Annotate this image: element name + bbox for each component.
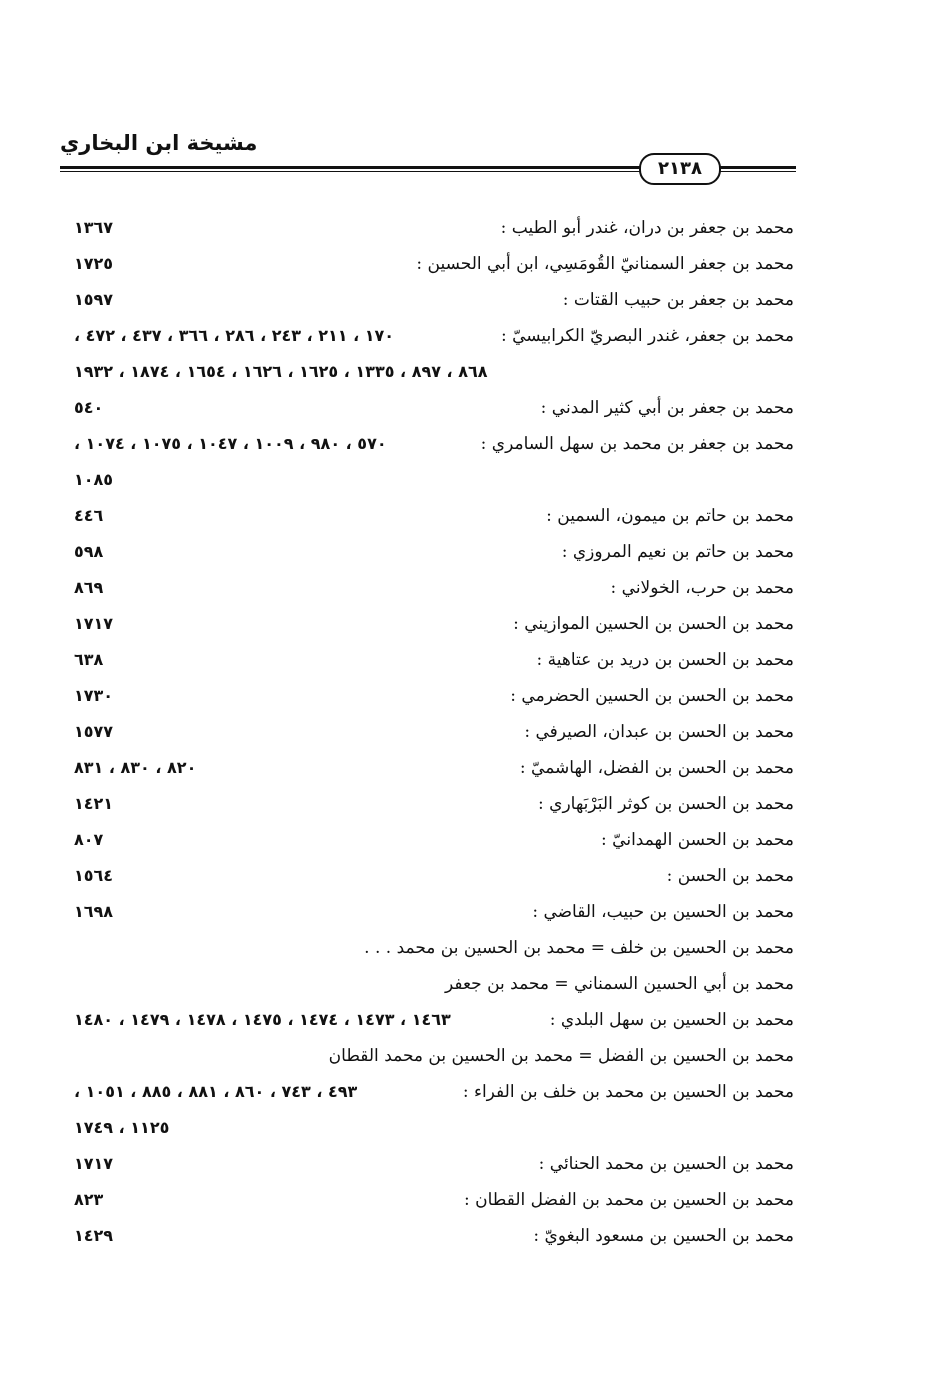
entry-refs: ١٧٣٠ xyxy=(74,686,114,705)
entry-name: محمد بن الحسين بن محمد بن الفضل القطان : xyxy=(464,1190,794,1210)
entry-name: محمد بن الحسين بن مسعود البغويّ : xyxy=(533,1226,794,1246)
entry-name: محمد بن الحسن بن كوثر البَرْبَهاري : xyxy=(538,794,794,814)
entry-refs: ٨٦٩ xyxy=(74,578,104,597)
entry-name: محمد بن جعفر بن دران، غندر أبو الطيب : xyxy=(500,218,794,238)
index-entry xyxy=(0,858,949,894)
entry-name: محمد بن جعفر بن حبيب القتات : xyxy=(562,290,794,310)
book-title: مشيخة ابن البخاري xyxy=(60,131,258,155)
entry-refs: ٥٧٠ ، ٩٨٠ ، ١٠٠٩ ، ١٠٤٧ ، ١٠٧٥ ، ١٠٧٤ ، xyxy=(74,434,387,453)
entry-name: محمد بن الحسين بن خلف = محمد بن الحسين بن محمد . . . xyxy=(364,938,794,958)
entry-name: محمد بن الحسن بن دريد بن عتاهية : xyxy=(536,650,794,670)
index-cross-reference xyxy=(0,1038,949,1074)
entry-refs: ١٧٠ ، ٢١١ ، ٢٤٣ ، ٢٨٦ ، ٣٦٦ ، ٤٣٧ ، ٤٧٢ ، xyxy=(74,326,395,345)
entry-refs: ١٥٩٧ xyxy=(74,290,114,309)
entry-name: محمد بن الحسين بن الفضل = محمد بن الحسين بن محمد القطان xyxy=(328,1046,794,1066)
entry-refs: ٨٢٠ ، ٨٣٠ ، ٨٣١ xyxy=(74,758,197,777)
index-cross-reference xyxy=(0,930,949,966)
entry-refs: ١٠٨٥ xyxy=(74,470,114,489)
index-entry xyxy=(0,1182,949,1218)
index-entry xyxy=(0,498,949,534)
entry-name: محمد بن جعفر السمنانيّ القُومَسِي، ابن أبي الحسين : xyxy=(416,254,794,274)
entry-refs: ٥٤٠ xyxy=(74,398,104,417)
entry-refs: ١١٢٥ ، ١٧٤٩ xyxy=(74,1118,170,1137)
entry-refs: ٤٤٦ xyxy=(74,506,104,525)
entry-name: محمد بن الحسين بن حبيب، القاضي : xyxy=(532,902,794,922)
entry-refs: ٨٦٨ ، ٨٩٧ ، ١٣٣٥ ، ١٦٢٥ ، ١٦٢٦ ، ١٦٥٤ ، ١٨٧٤ ، ١٩٣٢ xyxy=(74,362,488,381)
entry-refs: ١٤٢٩ xyxy=(74,1226,114,1245)
index-entries xyxy=(0,210,949,1254)
index-entry xyxy=(0,1146,949,1182)
index-entry-continuation xyxy=(0,1110,949,1146)
index-entry xyxy=(0,822,949,858)
index-entry xyxy=(0,1218,949,1254)
entry-refs: ١٥٦٤ xyxy=(74,866,114,885)
entry-name: محمد بن أبي الحسين السمناني = محمد بن جعفر xyxy=(444,974,794,994)
index-entry xyxy=(0,678,949,714)
index-entry xyxy=(0,570,949,606)
index-entry xyxy=(0,750,949,786)
index-entry xyxy=(0,246,949,282)
entry-name: محمد بن الحسين بن سهل البلدي : xyxy=(549,1010,794,1030)
index-entry xyxy=(0,390,949,426)
entry-name: محمد بن الحسين بن محمد الحنائي : xyxy=(538,1154,794,1174)
entry-refs: ٥٩٨ xyxy=(74,542,104,561)
index-entry-continuation xyxy=(0,462,949,498)
entry-refs: ١٧١٧ xyxy=(74,1154,114,1173)
index-entry xyxy=(0,894,949,930)
entry-refs: ٦٣٨ xyxy=(74,650,104,669)
entry-name: محمد بن الحسين بن محمد بن خلف بن الفراء : xyxy=(462,1082,794,1102)
index-entry xyxy=(0,1074,949,1110)
index-entry xyxy=(0,714,949,750)
entry-refs: ١٣٦٧ xyxy=(74,218,114,237)
index-entry xyxy=(0,210,949,246)
index-entry xyxy=(0,786,949,822)
entry-name: محمد بن الحسن بن عبدان، الصيرفي : xyxy=(524,722,794,742)
entry-refs: ١٦٩٨ xyxy=(74,902,114,921)
entry-refs: ١٤٢١ xyxy=(74,794,114,813)
entry-name: محمد بن جعفر، غندر البصريّ الكرابيسيّ : xyxy=(500,326,794,346)
index-cross-reference xyxy=(0,966,949,1002)
index-entry-continuation xyxy=(0,354,949,390)
index-entry xyxy=(0,318,949,354)
entry-refs: ١٧٢٥ xyxy=(74,254,114,273)
index-entry xyxy=(0,426,949,462)
entry-name: محمد بن الحسن : xyxy=(666,866,794,886)
entry-name: محمد بن جعفر بن أبي كثير المدني : xyxy=(540,398,794,418)
entry-name: محمد بن الحسن بن الحسين الموازيني : xyxy=(513,614,794,634)
entry-refs: ١٤٦٣ ، ١٤٧٣ ، ١٤٧٤ ، ١٤٧٥ ، ١٤٧٨ ، ١٤٧٩ ، ١٤٨٠ xyxy=(74,1010,451,1029)
entry-refs: ٤٩٣ ، ٧٤٣ ، ٨٦٠ ، ٨٨١ ، ٨٨٥ ، ١٠٥١ ، xyxy=(74,1082,358,1101)
entry-refs: ١٥٧٧ xyxy=(74,722,114,741)
index-entry xyxy=(0,282,949,318)
entry-refs: ٨٠٧ xyxy=(74,830,104,849)
index-entry xyxy=(0,1002,949,1038)
entry-name: محمد بن جعفر بن محمد بن سهل السامري : xyxy=(480,434,794,454)
entry-name: محمد بن الحسن بن الحسين الحضرمي : xyxy=(510,686,794,706)
index-entry xyxy=(0,606,949,642)
entry-refs: ٨٢٣ xyxy=(74,1190,104,1209)
index-entry xyxy=(0,534,949,570)
entry-name: محمد بن حاتم بن نعيم المروزي : xyxy=(561,542,794,562)
index-entry xyxy=(0,642,949,678)
entry-name: محمد بن حاتم بن ميمون، السمين : xyxy=(546,506,794,526)
page-number: ٢١٣٨ xyxy=(639,153,721,185)
entry-name: محمد بن الحسن بن الفضل، الهاشميّ : xyxy=(519,758,794,778)
entry-refs: ١٧١٧ xyxy=(74,614,114,633)
entry-name: محمد بن حرب، الخولاني : xyxy=(610,578,794,598)
entry-name: محمد بن الحسن الهمدانيّ : xyxy=(601,830,794,850)
